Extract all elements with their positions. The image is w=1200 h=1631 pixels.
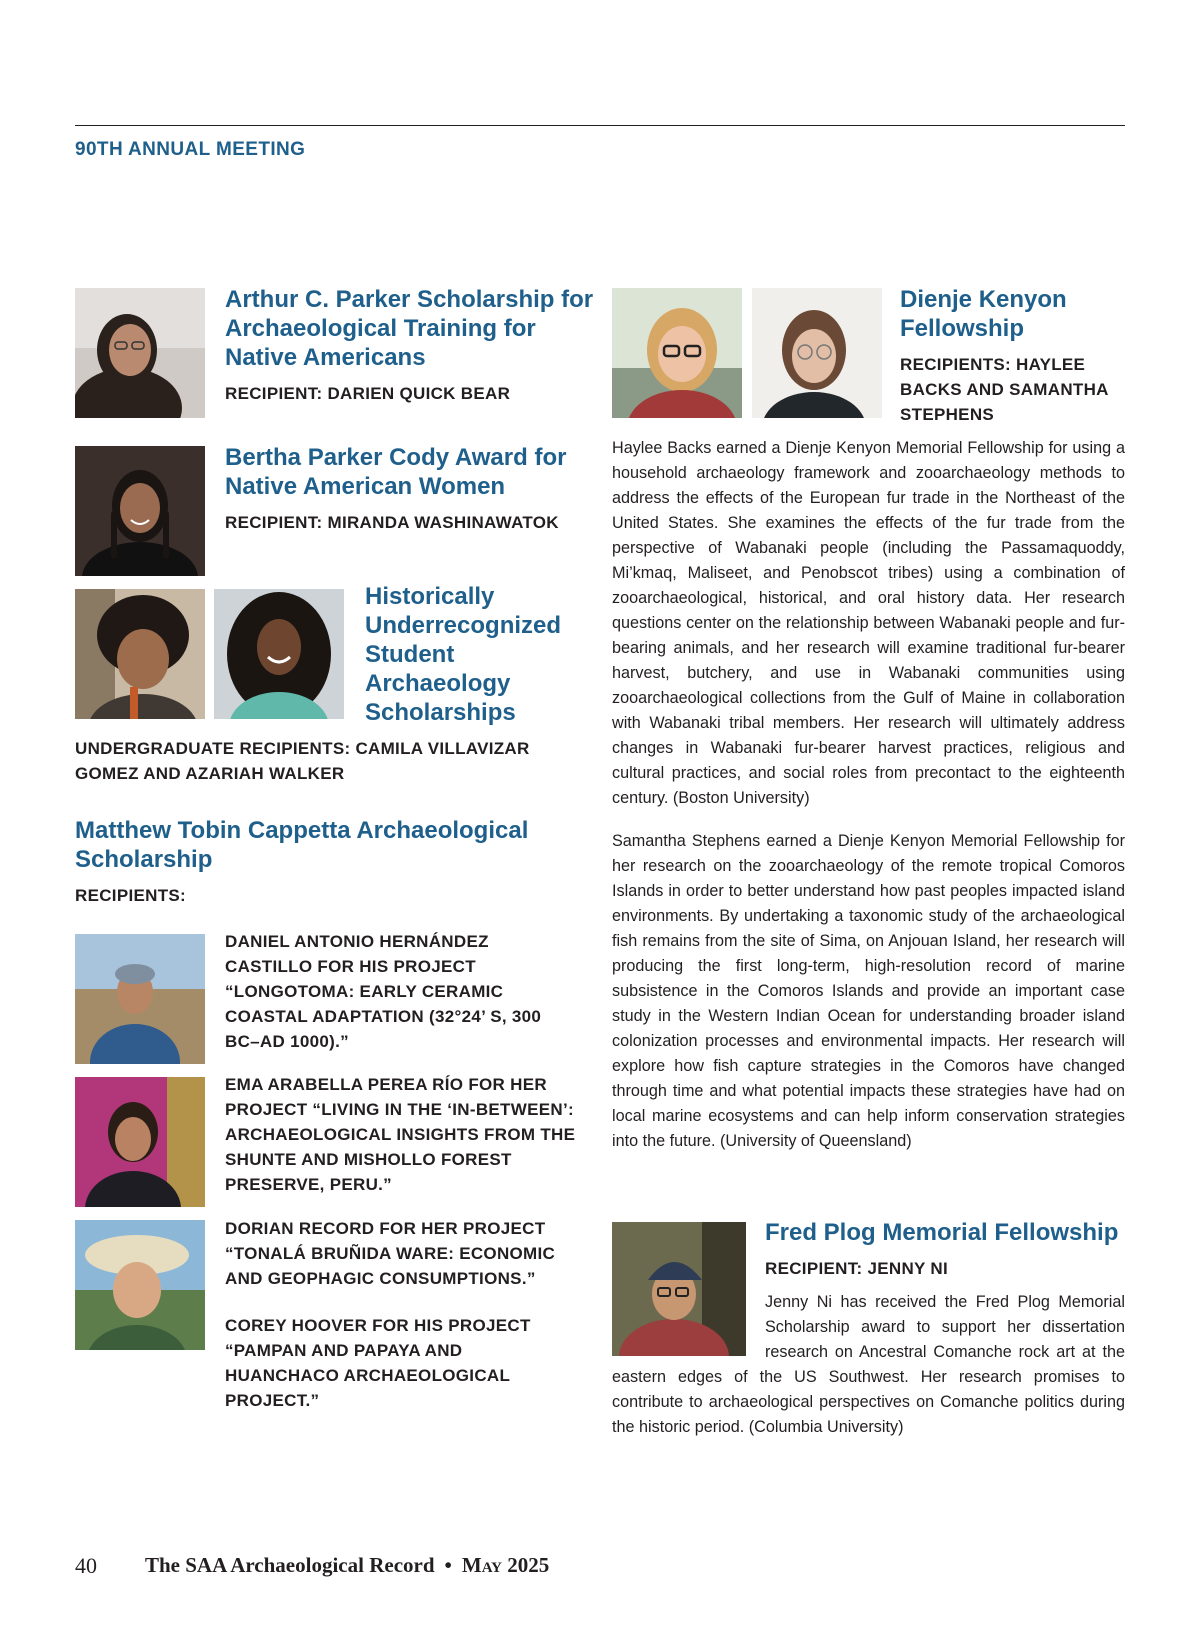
photo-samantha-stephens bbox=[752, 288, 882, 418]
award-title-kenyon: Dienje Kenyon Fellowship bbox=[900, 286, 1067, 342]
plog-paragraph-text: Jenny Ni has received the Fred Plog Memorial Scholarship award to support her dissertation research on Ancestral Comanche rock art at the eastern edges of the US Southwest. Her research promises to contribute to archaeological perspectives on Comanche politics during the historic period. (Columbia University) bbox=[612, 1293, 1125, 1436]
cappetta-entry-1: DANIEL ANTONIO HERNÁNDEZ CASTILLO FOR HIS PROJECT “LONGOTOMA: EARLY CERAMIC COASTAL ADAPTATION (32°24’ S, 300 BC–AD 1000).” bbox=[225, 932, 542, 1051]
photo-haylee-backs bbox=[612, 288, 742, 418]
page-number: 40 bbox=[75, 1553, 97, 1578]
plog-paragraph-float bbox=[612, 1290, 765, 1365]
photo-daniel-hernandez-castillo bbox=[75, 934, 205, 1064]
publication-line bbox=[145, 1553, 549, 1578]
cappetta-entry-3: DORIAN RECORD FOR HER PROJECT “TONALÁ BRUÑIDA WARE: ECONOMIC AND GEOPHAGIC CONSUMPTIONS.” bbox=[225, 1219, 556, 1288]
recipient-cody: RECIPIENT: MIRANDA WASHINAWATOK bbox=[225, 513, 559, 532]
section-label: 90TH ANNUAL MEETING bbox=[75, 139, 306, 160]
recipients-label-cappetta: RECIPIENTS: bbox=[75, 886, 186, 905]
photo-azariah-walker bbox=[214, 589, 344, 719]
photo-camila-villavizar-gomez bbox=[75, 589, 205, 719]
recipient-parker: RECIPIENT: DARIEN QUICK BEAR bbox=[225, 384, 511, 403]
footer-bullet: • bbox=[444, 1553, 452, 1577]
award-title-husas: Historically Underrecognized Student Archaeology Scholarships bbox=[365, 583, 562, 726]
photo-dorian-record bbox=[75, 1220, 205, 1350]
recipient-plog: RECIPIENT: JENNY NI bbox=[765, 1259, 948, 1278]
award-title-cody: Bertha Parker Cody Award for Native American Women bbox=[225, 444, 567, 500]
kenyon-paragraph-1: Haylee Backs earned a Dienje Kenyon Memorial Fellowship for using a household archaeology framework and zooarchaeology methods to address the effects of the European fur trade in the Northeast of the United States. She examines the effects of the fur trade from the perspective of Wabanaki people (including the Passamaquoddy, Mi’kmaq, Maliseet, and Penobscot tribes) using a combination of zooarchaeological, historical, and oral history data. Her research questions center on the relationship between Wabanaki people and fur-bearing animals, and her research will examine traditional fur-bearer harvest, butchery, and use in Wabanaki communities using zooarchaeological collections from the Gulf of Maine in collaboration with Wabanaki tribal members. Her research will ultimately address changes in Wabanaki fur-bearer harvest practices, religious and cultural practices, and social roles from precontact to the eighteenth century. (Boston University) bbox=[612, 439, 1125, 807]
header-rule bbox=[75, 125, 1125, 126]
kenyon-paragraph-2: Samantha Stephens earned a Dienje Kenyon Memorial Fellowship for her research on the zooarchaeology of the remote tropical Comoros Islands in order to better understand how past peoples impacted island environments. By undertaking a taxonomic study of the archaeological fish remains from the site of Sima, on Anjouan Island, her research will producing the first long-term, high-resolution record of marine subsistence in the Comoros Islands and provide an important case study in the Western Indian Ocean for understanding broader island colonization processes and environmental impacts. Her research will explore how fish capture strategies in the Comoros have changed through time and what potential impacts these strategies have had on local marine ecosystems and can help inform conservation strategies into the future. (University of Queensland) bbox=[612, 832, 1125, 1150]
award-title-parker: Arthur C. Parker Scholarship for Archaeological Training for Native Americans bbox=[225, 286, 594, 371]
photo-ema-perea-rio bbox=[75, 1077, 205, 1207]
plog-paragraph bbox=[612, 1290, 1125, 1440]
cappetta-entry-4: COREY HOOVER FOR HIS PROJECT “PAMPAN AND PAPAYA AND HUANCHACO ARCHAEOLOGICAL PROJECT.” bbox=[225, 1316, 531, 1410]
recipient-husas: UNDERGRADUATE RECIPIENTS: CAMILA VILLAVIZAR GOMEZ AND AZARIAH WALKER bbox=[75, 739, 530, 783]
award-title-cappetta: Matthew Tobin Cappetta Archaeological Scholarship bbox=[75, 817, 529, 873]
award-title-plog: Fred Plog Memorial Fellowship bbox=[765, 1219, 1119, 1246]
recipient-kenyon: RECIPIENTS: HAYLEE BACKS AND SAMANTHA STEPHENS bbox=[900, 355, 1109, 424]
publication-title: The SAA Archaeological Record bbox=[145, 1553, 435, 1577]
photo-darien-quick-bear bbox=[75, 288, 205, 418]
issue-date: May 2025 bbox=[461, 1553, 550, 1577]
photo-miranda-washinawatok bbox=[75, 446, 205, 576]
cappetta-entry-2: EMA ARABELLA PEREA RÍO FOR HER PROJECT “LIVING IN THE ‘IN-BETWEEN’: ARCHAEOLOGICAL INSIGHTS FROM THE SHUNTE AND MISHOLLO FOREST PRESERVE, PERU.” bbox=[225, 1075, 576, 1194]
